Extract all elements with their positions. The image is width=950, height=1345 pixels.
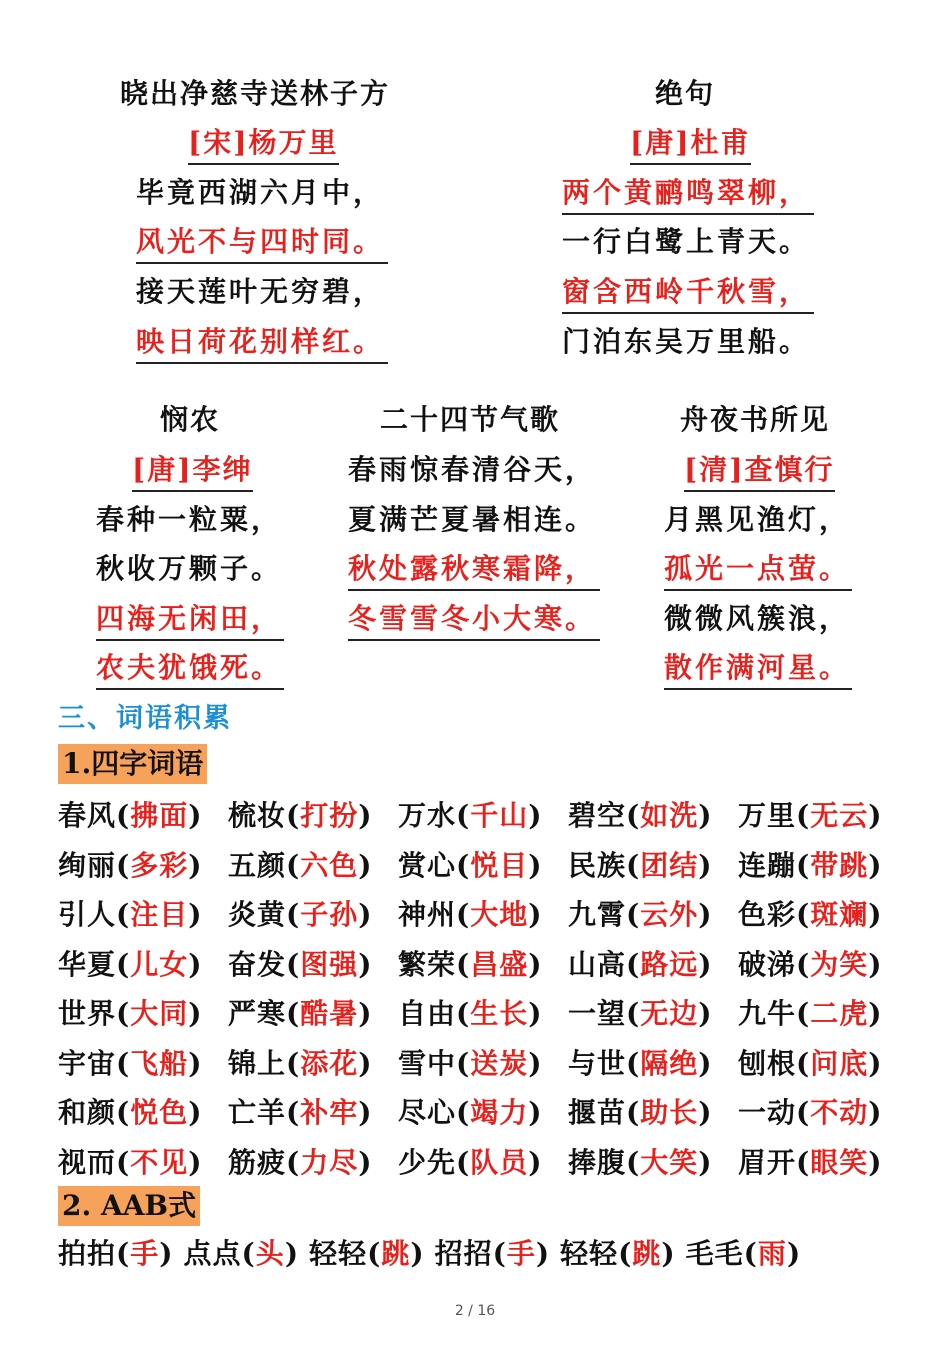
- word-answer: 昌盛: [470, 948, 529, 981]
- word-prefix: 捧腹: [568, 1146, 627, 1179]
- word-answer: 悦目: [470, 849, 529, 882]
- word-item: 碧空(如洗): [568, 799, 713, 832]
- word-item: 神州(大地): [398, 898, 543, 931]
- poem3-line3: 四海无闲田，: [96, 597, 284, 641]
- word-answer: 补牢: [300, 1096, 359, 1129]
- aab-prefix: 毛毛: [685, 1237, 744, 1270]
- word-answer: 队员: [470, 1146, 529, 1179]
- word-row: [58, 1042, 898, 1082]
- word-prefix: 奋发: [228, 948, 287, 981]
- page-number: 2 / 16: [454, 1303, 496, 1319]
- word-item: 引人(注目): [58, 898, 203, 931]
- word-answer: 飞船: [130, 1047, 189, 1080]
- word-answer: 力尽: [300, 1146, 359, 1179]
- aab-item: 招招(手): [434, 1237, 551, 1270]
- word-prefix: 视而: [58, 1146, 117, 1179]
- word-answer: 大同: [130, 997, 189, 1030]
- word-item: 五颜(六色): [228, 849, 373, 882]
- poem3-title: 悯农: [160, 403, 221, 436]
- word-answer: 生长: [470, 997, 529, 1030]
- word-item: 九霄(云外): [568, 898, 713, 931]
- word-item: 繁荣(昌盛): [398, 948, 543, 981]
- word-prefix: 少先: [398, 1146, 457, 1179]
- word-item: 揠苗(助长): [568, 1096, 713, 1129]
- word-answer: 注目: [130, 898, 189, 931]
- word-answer: 添花: [300, 1047, 359, 1080]
- word-item: 春风(拂面): [58, 799, 203, 832]
- word-answer: 眼笑: [810, 1146, 869, 1179]
- word-item: 雪中(送炭): [398, 1047, 543, 1080]
- poem2-line2: 一行白鹭上青天。: [562, 225, 811, 258]
- word-prefix: 破涕: [738, 948, 797, 981]
- word-prefix: 神州: [398, 898, 457, 931]
- word-prefix: 自由: [398, 997, 457, 1030]
- poem3-line2: 秋收万颗子。: [96, 552, 283, 585]
- word-prefix: 九牛: [738, 997, 797, 1030]
- poem4-line1: 春雨惊春清谷天，: [348, 453, 597, 486]
- word-prefix: 繁荣: [398, 948, 457, 981]
- poem4-title: 二十四节气歌: [380, 403, 561, 436]
- word-item: 山高(路远): [568, 948, 713, 981]
- poem2-line3: 窗含西岭千秋雪，: [562, 270, 814, 314]
- word-answer: 带跳: [810, 849, 869, 882]
- word-item: 一望(无边): [568, 997, 713, 1030]
- poem2-author: [唐]杜甫: [630, 121, 751, 165]
- word-answer: 路远: [640, 948, 699, 981]
- poem4-line4: 冬雪雪冬小大寒。: [348, 597, 600, 641]
- aab-item: 轻轻(跳): [309, 1237, 425, 1270]
- word-answer: 二虎: [810, 997, 869, 1030]
- poem3-author: [唐]李绅: [132, 448, 253, 492]
- poem3-line4: 农夫犹饿死。: [96, 646, 284, 690]
- word-answer: 团结: [640, 849, 699, 882]
- poem4-line2: 夏满芒夏暑相连。: [348, 503, 597, 536]
- word-answer: 悦色: [130, 1096, 189, 1129]
- word-row: [58, 1091, 898, 1131]
- aab-answer: 跳: [381, 1237, 411, 1270]
- aab-prefix: 招招: [434, 1237, 493, 1270]
- word-prefix: 严寒: [228, 997, 287, 1030]
- word-item: 绚丽(多彩): [58, 849, 203, 882]
- word-prefix: 万里: [738, 799, 797, 832]
- word-item: 亡羊(补牢): [228, 1096, 373, 1129]
- word-answer: 不见: [130, 1146, 189, 1179]
- word-answer: 大笑: [640, 1146, 699, 1179]
- word-item: 连蹦(带跳): [738, 849, 883, 882]
- word-prefix: 雪中: [398, 1047, 457, 1080]
- word-prefix: 炎黄: [228, 898, 287, 931]
- word-answer: 隔绝: [640, 1047, 699, 1080]
- word-row: [58, 992, 898, 1032]
- poem1-line4: 映日荷花别样红。: [136, 320, 388, 364]
- word-row: [58, 943, 898, 983]
- word-prefix: 与世: [568, 1047, 627, 1080]
- aab-answer: 手: [506, 1237, 536, 1270]
- poem5-line4: 散作满河星。: [664, 646, 852, 690]
- word-item: 梳妆(打扮): [228, 799, 373, 832]
- word-item: 锦上(添花): [228, 1047, 373, 1080]
- word-answer: 拂面: [130, 799, 189, 832]
- word-item: 自由(生长): [398, 997, 543, 1030]
- word-answer: 打扮: [300, 799, 359, 832]
- word-answer: 图强: [300, 948, 359, 981]
- word-item: 少先(队员): [398, 1146, 543, 1179]
- word-item: 一动(不动): [738, 1096, 883, 1129]
- word-answer: 无云: [810, 799, 869, 832]
- word-prefix: 筋疲: [228, 1146, 287, 1179]
- aab-answer: 手: [130, 1237, 160, 1270]
- word-answer: 不动: [810, 1096, 869, 1129]
- word-prefix: 一动: [738, 1096, 797, 1129]
- word-item: 九牛(二虎): [738, 997, 883, 1030]
- aab-item: 轻轻(跳): [560, 1237, 676, 1270]
- word-answer: 千山: [470, 799, 529, 832]
- word-prefix: 眉开: [738, 1146, 797, 1179]
- word-answer: 大地: [470, 898, 529, 931]
- word-item: 严寒(酷暑): [228, 997, 373, 1030]
- word-answer: 多彩: [130, 849, 189, 882]
- word-item: 宇宙(飞船): [58, 1047, 203, 1080]
- word-item: 世界(大同): [58, 997, 203, 1030]
- poem2-title: 绝句: [655, 77, 716, 110]
- poem1-title: 晓出净慈寺送林子方: [120, 77, 391, 110]
- word-item: 破涕(为笑): [738, 948, 883, 981]
- section-heading: 三、词语积累: [58, 703, 232, 734]
- word-prefix: 民族: [568, 849, 627, 882]
- word-row: [58, 1141, 898, 1181]
- word-row: [58, 893, 898, 933]
- word-item: 赏心(悦目): [398, 849, 543, 882]
- word-answer: 竭力: [470, 1096, 529, 1129]
- word-item: 刨根(问底): [738, 1047, 883, 1080]
- word-item: 色彩(斑斓): [738, 898, 883, 931]
- word-prefix: 绚丽: [58, 849, 117, 882]
- subsection-aab: 2. AAB式: [58, 1186, 200, 1226]
- word-item: 筋疲(力尽): [228, 1146, 373, 1179]
- aab-answer: 跳: [632, 1237, 662, 1270]
- word-prefix: 山高: [568, 948, 627, 981]
- poem1-author: [宋]杨万里: [188, 121, 339, 165]
- aab-answer: 头: [255, 1237, 285, 1270]
- poem5-line1: 月黑见渔灯，: [664, 503, 851, 536]
- aab-item: 点点(头): [183, 1237, 300, 1270]
- word-item: 视而(不见): [58, 1146, 203, 1179]
- word-prefix: 华夏: [58, 948, 117, 981]
- aab-word-row: [58, 1232, 811, 1272]
- word-item: 尽心(竭力): [398, 1096, 543, 1129]
- word-prefix: 梳妆: [228, 799, 287, 832]
- aab-prefix: 拍拍: [58, 1237, 117, 1270]
- word-answer: 子孙: [300, 898, 359, 931]
- aab-prefix: 点点: [183, 1237, 242, 1270]
- word-prefix: 揠苗: [568, 1096, 627, 1129]
- word-prefix: 万水: [398, 799, 457, 832]
- word-answer: 斑斓: [810, 898, 869, 931]
- word-prefix: 宇宙: [58, 1047, 117, 1080]
- word-item: 眉开(眼笑): [738, 1146, 883, 1179]
- word-item: 华夏(儿女): [58, 948, 203, 981]
- word-answer: 问底: [810, 1047, 869, 1080]
- poem5-line2: 孤光一点萤。: [664, 547, 852, 591]
- word-answer: 六色: [300, 849, 359, 882]
- word-prefix: 色彩: [738, 898, 797, 931]
- poem5-title: 舟夜书所见: [680, 403, 831, 436]
- word-item: 与世(隔绝): [568, 1047, 713, 1080]
- word-prefix: 春风: [58, 799, 117, 832]
- word-answer: 为笑: [810, 948, 869, 981]
- poem2-line4: 门泊东吴万里船。: [562, 325, 811, 358]
- word-prefix: 连蹦: [738, 849, 797, 882]
- word-prefix: 亡羊: [228, 1096, 287, 1129]
- word-prefix: 锦上: [228, 1047, 287, 1080]
- aab-item: 拍拍(手): [58, 1237, 174, 1270]
- word-answer: 酷暑: [300, 997, 359, 1030]
- word-prefix: 和颜: [58, 1096, 117, 1129]
- aab-prefix: 轻轻: [560, 1237, 619, 1270]
- aab-item: 毛毛(雨): [685, 1237, 802, 1270]
- aab-answer: 雨: [757, 1237, 787, 1270]
- word-item: 奋发(图强): [228, 948, 373, 981]
- word-prefix: 碧空: [568, 799, 627, 832]
- word-item: 炎黄(子孙): [228, 898, 373, 931]
- word-prefix: 赏心: [398, 849, 457, 882]
- word-answer: 助长: [640, 1096, 699, 1129]
- word-prefix: 尽心: [398, 1096, 457, 1129]
- subsection-four-char-words: 1.四字词语: [58, 744, 207, 784]
- word-prefix: 引人: [58, 898, 117, 931]
- word-item: 捧腹(大笑): [568, 1146, 713, 1179]
- word-prefix: 五颜: [228, 849, 287, 882]
- poem2-line1: 两个黄鹂鸣翠柳，: [562, 171, 814, 215]
- poem5-line3: 微微风簇浪，: [664, 602, 851, 635]
- word-answer: 如洗: [640, 799, 699, 832]
- word-answer: 云外: [640, 898, 699, 931]
- poem1-line2: 风光不与四时同。: [136, 220, 388, 264]
- word-answer: 无边: [640, 997, 699, 1030]
- word-prefix: 一望: [568, 997, 627, 1030]
- word-row: [58, 794, 898, 834]
- word-answer: 送炭: [470, 1047, 529, 1080]
- word-prefix: 世界: [58, 997, 117, 1030]
- word-item: 民族(团结): [568, 849, 713, 882]
- word-prefix: 九霄: [568, 898, 627, 931]
- poem5-author: [清]查慎行: [684, 448, 835, 492]
- aab-prefix: 轻轻: [309, 1237, 368, 1270]
- word-item: 和颜(悦色): [58, 1096, 203, 1129]
- poem1-line3: 接天莲叶无穷碧，: [136, 275, 385, 308]
- poem4-line3: 秋处露秋寒霜降，: [348, 547, 600, 591]
- word-item: 万里(无云): [738, 799, 883, 832]
- poem1-line1: 毕竟西湖六月中，: [136, 176, 385, 209]
- word-answer: 儿女: [130, 948, 189, 981]
- word-row: [58, 844, 898, 884]
- poem3-line1: 春种一粒粟，: [96, 503, 283, 536]
- word-item: 万水(千山): [398, 799, 543, 832]
- word-prefix: 刨根: [738, 1047, 797, 1080]
